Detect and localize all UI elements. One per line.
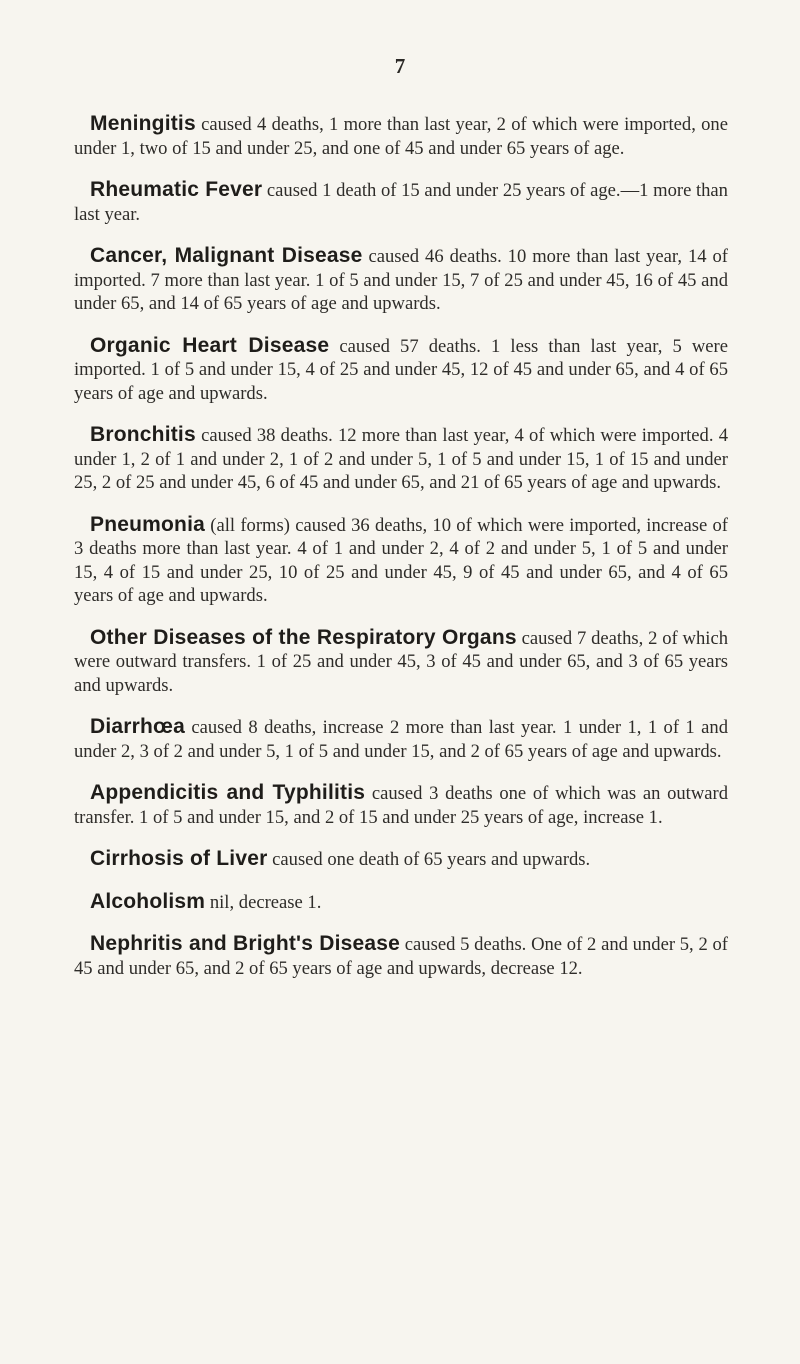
entry-term: Diarrhœa	[90, 715, 185, 738]
entry-alcoholism	[74, 890, 728, 915]
entry-text: caused 1 death of 15 and under 25 years of age.—1 more than last year.	[74, 180, 728, 225]
entry-text: caused 57 deaths. 1 less than last year, 5 were imported. 1 of 5 and under 15, 4 of 25 and under 45, 12 of 45 and under 65, and 4 of 65 years of age and upwards.	[74, 335, 728, 404]
entry-term: Other Diseases of the Respiratory Organs	[90, 625, 517, 649]
entry-term: Appendicitis and Typhilitis	[90, 781, 366, 804]
entry-rheumatic-fever	[74, 178, 728, 226]
entry-text: caused 5 deaths. One of 2 and under 5, 2 of 45 and under 65, and 2 of 65 years of age and upwards, decrease 12.	[74, 934, 728, 979]
entry-diarrhoea	[74, 715, 728, 763]
page-number: 7	[394, 54, 406, 78]
entry-term: Pneumonia	[90, 512, 205, 536]
entry-nephritis	[74, 932, 728, 980]
mortality-entries	[74, 112, 728, 998]
entry-text: caused 46 deaths. 10 more than last year, 14 of imported. 7 more than last year. 1 of 5 and under 15, 7 of 25 and under 45, 16 of 45 and under 65, and 14 of 65 years of age and upwards.	[74, 246, 728, 314]
entry-term: Meningitis	[90, 112, 196, 135]
entry-meningitis	[74, 112, 728, 160]
entry-term: Alcoholism	[90, 889, 206, 913]
entry-text: caused 8 deaths, increase 2 more than last year. 1 under 1, 1 of 1 and under 2, 3 of 2 and under 5, 1 of 5 and under 15, and 2 of 65 years of age and upwards.	[74, 717, 728, 762]
entry-text: caused 3 deaths one of which was an outward transfer. 1 of 5 and under 15, and 2 of 15 and under 25 years of age, increase 1.	[74, 783, 728, 828]
entry-text: nil, decrease 1.	[209, 891, 322, 913]
entry-appendicitis	[74, 781, 728, 829]
entry-respiratory-diseases	[74, 626, 728, 698]
entry-cirrhosis	[74, 847, 728, 872]
entry-term: Cancer, Malignant Disease	[90, 244, 363, 267]
entry-bronchitis	[74, 423, 728, 495]
entry-term: Rheumatic Fever	[90, 178, 263, 201]
entry-text: (all forms) caused 36 deaths, 10 of which were imported, increase of 3 deaths more than last year. 4 of 1 and under 2, 4 of 2 and under 5, 1 of 5 and under 15, 4 of 15 and under 25, 10 of 25 and under 45, 9 of 45 and under 65, and 4 of 65 years of age and upwards.	[74, 514, 728, 606]
entry-term: Nephritis and Bright's Disease	[90, 932, 401, 955]
entry-organic-heart-disease	[74, 334, 728, 406]
entry-term: Organic Heart Disease	[90, 333, 330, 357]
entry-term: Cirrhosis of Liver	[90, 847, 268, 870]
entry-text: caused 4 deaths, 1 more than last year, 2 of which were imported, one under 1, two of 15 and under 25, and one of 45 and under 65 years of age.	[74, 114, 728, 159]
entry-pneumonia	[74, 513, 728, 608]
entry-text: caused 7 deaths, 2 of which were outward transfers. 1 of 25 and under 45, 3 of 45 and under 65, and 3 of 65 years and upwards.	[74, 627, 728, 696]
entry-text: caused one death of 65 years and upwards.	[272, 849, 591, 870]
entry-term: Bronchitis	[90, 423, 196, 446]
entry-text: caused 38 deaths. 12 more than last year, 4 of which were imported. 4 under 1, 2 of 1 and under 2, 1 of 2 and under 5, 1 of 5 and under 15, 1 of 15 and under 25, 2 of 25 and under 45, 6 of 45 and under 65, and 21 of 65 years of age and upwards.	[74, 425, 729, 493]
entry-cancer	[74, 244, 728, 316]
